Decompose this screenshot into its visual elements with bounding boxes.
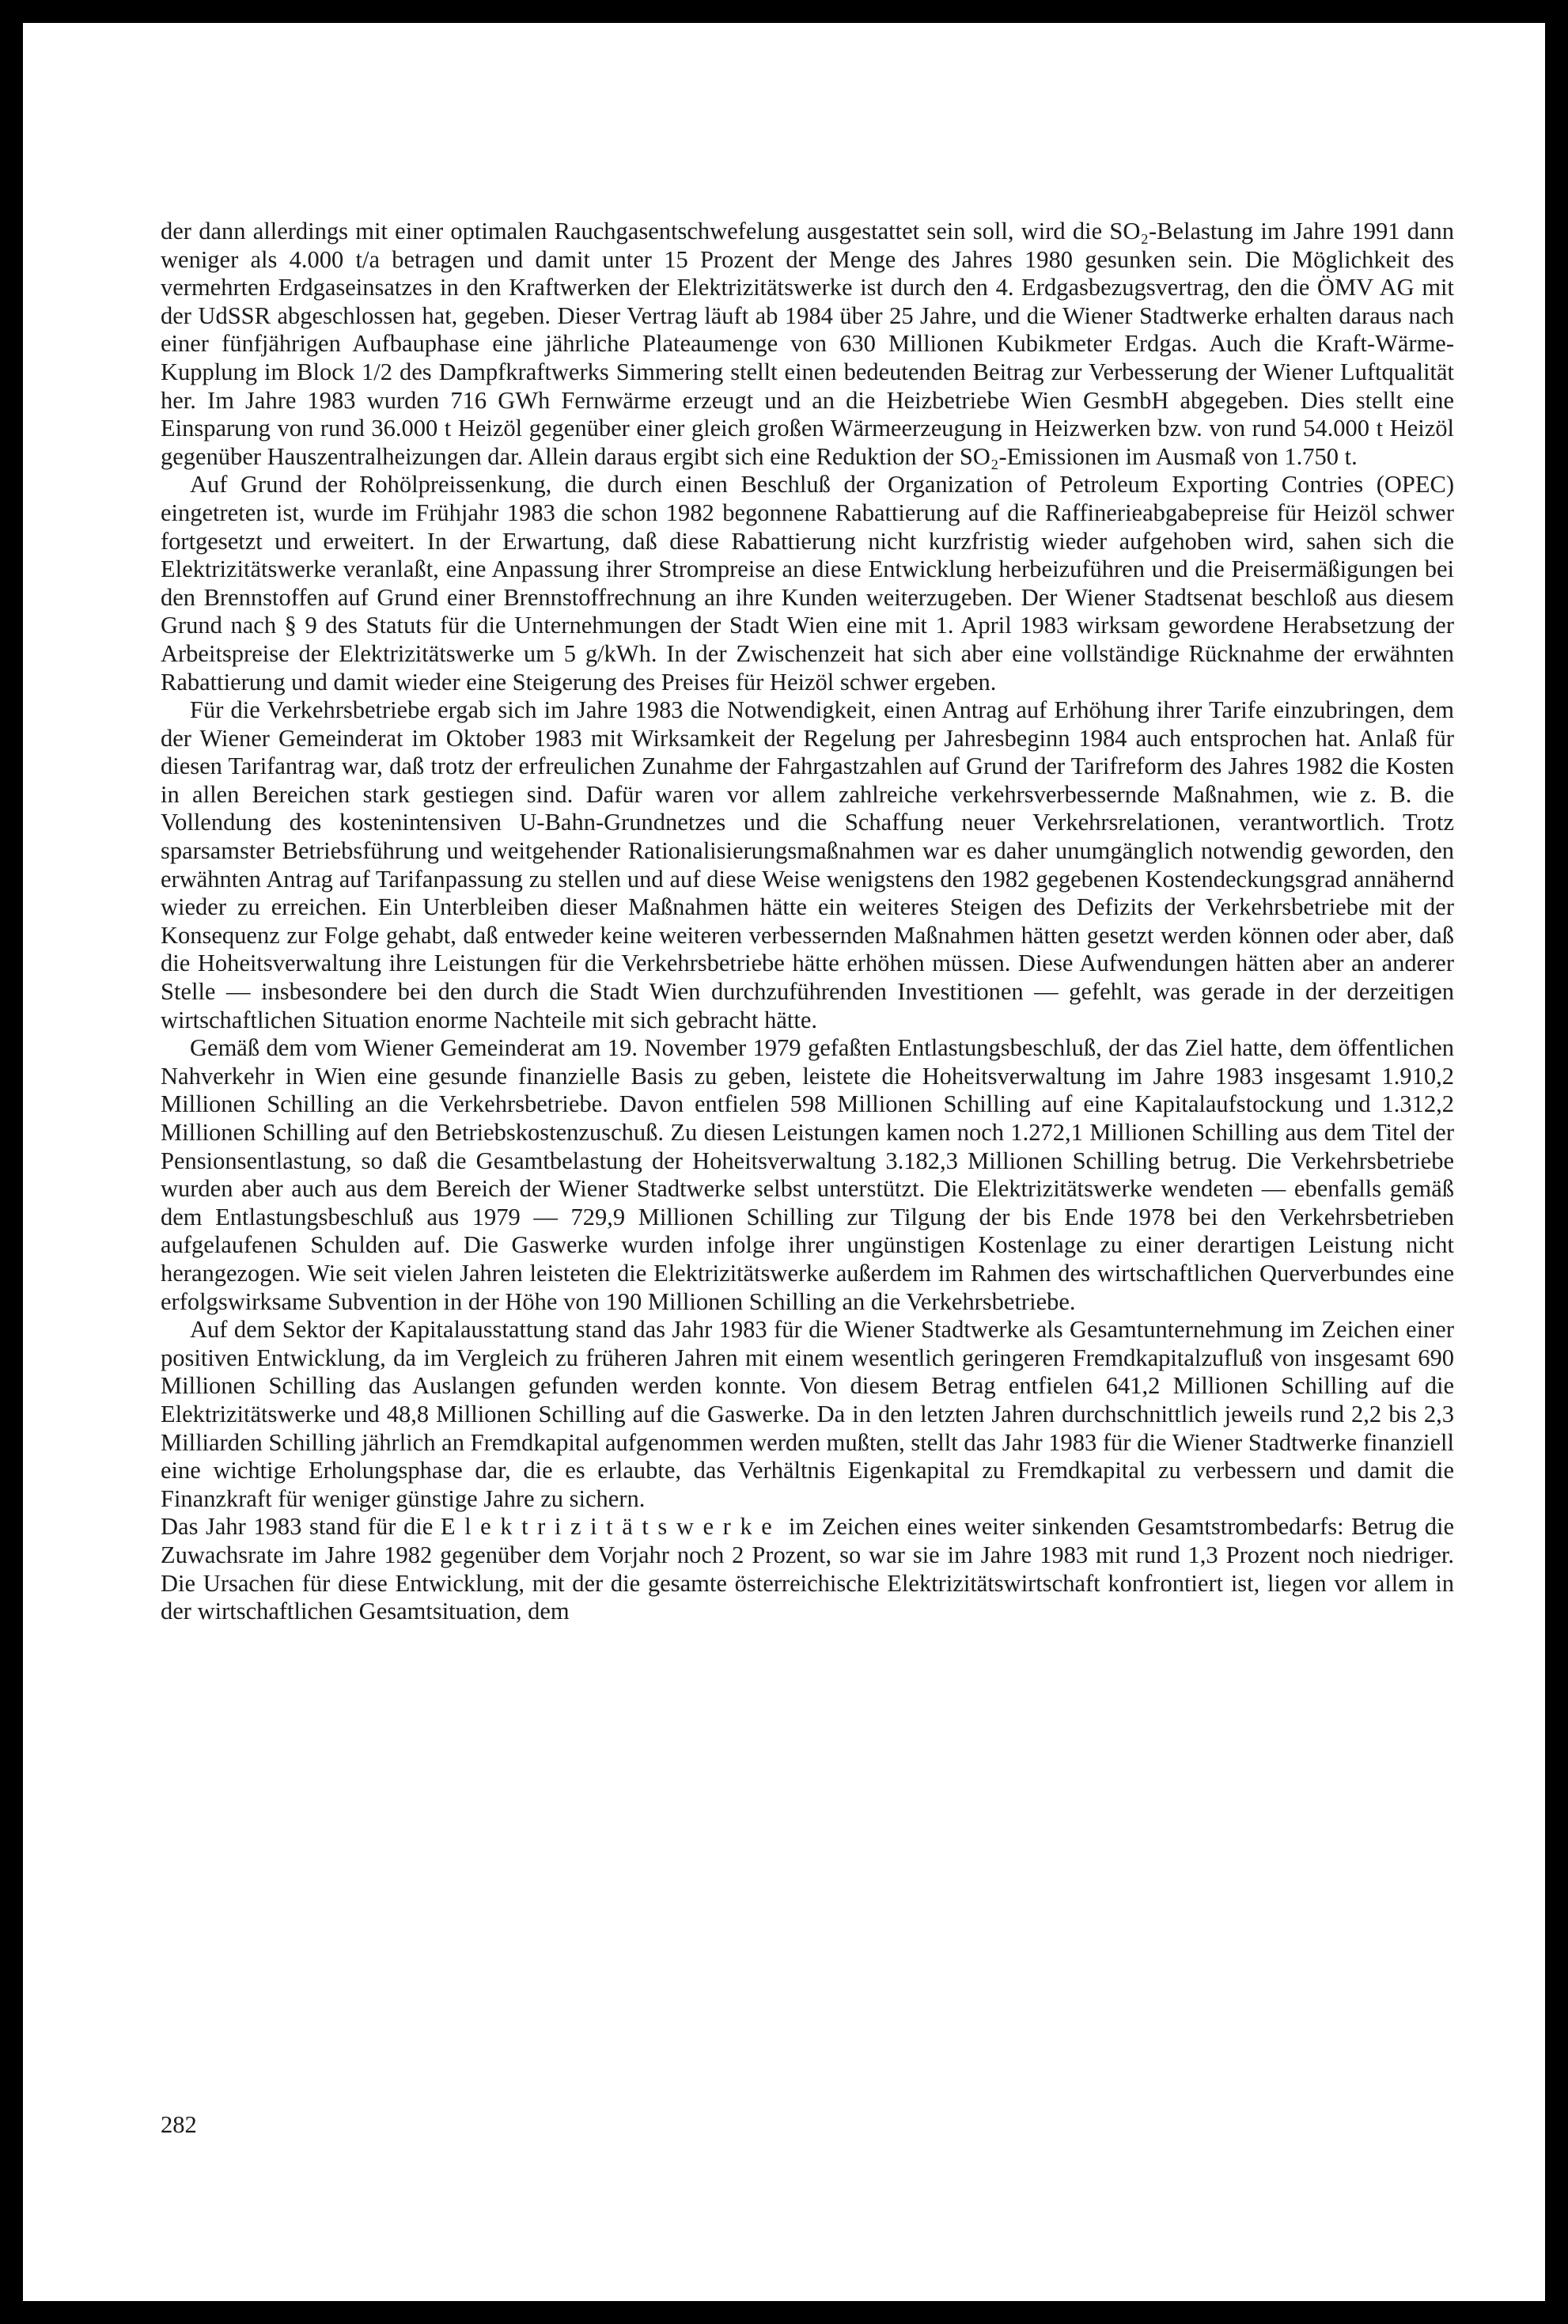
spaced-word-elektrizitaetswerke: Elektrizitätswerke (440, 1513, 782, 1541)
paragraph-6-start: Das Jahr 1983 stand für die (161, 1513, 441, 1541)
paragraph-2: Auf Grund der Rohölpreissenkung, die durch einen Beschluß der Organization of Petroleum Exporting Contries (OPEC) eingetreten ist, wurde im Frühjahr 1983 die schon 1982 begonnene Rabattierung auf die Raffinerieabgabepreise für Heizöl schwer fortgesetzt und erweitert. In der Erwartung, daß diese Rabattierung nicht kurzfristig wieder aufgehoben wird, sahen sich die Elektrizitätswerke veranlaßt, eine Anpassung ihrer Strompreise an diese Entwicklung herbeizuführen und die Preisermäßigungen bei den Brennstoffen auf Grund einer Brennstoffrechnung an ihre Kunden weiterzugeben. Der Wiener Stadtsenat beschloß aus diesem Grund nach § 9 des Statuts für die Unternehmungen der Stadt Wien eine mit 1. April 1983 wirksam gewordene Herabsetzung der Arbeitspreise der Elektrizitätswerke um 5 g/kWh. In der Zwischenzeit hat sich aber eine vollständige Rücknahme der erwähnten Rabattierung und damit wieder eine Steigerung des Preises für Heizöl schwer ergeben. (161, 471, 1454, 696)
paragraph-3: Für die Verkehrsbetriebe ergab sich im Jahre 1983 die Notwendigkeit, einen Antrag auf Erhöhung ihrer Tarife einzubringen, dem der Wiener Gemeinderat im Oktober 1983 mit Wirksamkeit der Regelung per Jahresbeginn 1984 auch entsprochen hat. Anlaß für diesen Tarifantrag war, daß trotz der erfreulichen Zunahme der Fahrgastzahlen auf Grund der Tarifreform des Jahres 1982 die Kosten in allen Bereichen stark gestiegen sind. Dafür waren vor allem zahlreiche verkehrsverbessernde Maßnahmen, wie z. B. die Vollendung des kostenintensiven U-Bahn-Grundnetzes und die Schaffung neuer Verkehrsrelationen, verantwortlich. Trotz sparsamster Betriebsführung und weitgehender Rationalisierungsmaßnahmen war es daher unumgänglich notwendig geworden, den erwähnten Antrag auf Tarifanpassung zu stellen und auf diese Weise wenigstens den 1982 gegebenen Kostendeckungsgrad annähernd wieder zu erreichen. Ein Unterbleiben dieser Maßnahmen hätte ein weiteres Steigen des Defizits der Verkehrsbetriebe mit der Konsequenz zur Folge gehabt, daß entweder keine weiteren verbessernden Maßnahmen hätten gesetzt werden können oder aber, daß die Hoheitsverwaltung ihre Leistungen für die Verkehrsbetriebe hätte erhöhen müssen. Diese Aufwendungen hätten aber an anderer Stelle — insbesondere bei den durch die Stadt Wien durchzuführenden Investitionen — gefehlt, was gerade in der derzeitigen wirtschaftlichen Situation enorme Nachteile mit sich gebracht hätte. (161, 696, 1454, 1033)
page-number: 282 (161, 2111, 197, 2138)
paragraph-5: Auf dem Sektor der Kapitalausstattung stand das Jahr 1983 für die Wiener Stadtwerke als Gesamtunternehmung im Zeichen einer positiven Entwicklung, da im Vergleich zu früheren Jahren mit einem wesentlich geringeren Fremdkapitalzufluß von insgesamt 690 Millionen Schilling das Auslangen gefunden werden konnte. Von diesem Betrag entfielen 641,2 Millionen Schilling auf die Elektrizitätswerke und 48,8 Millionen Schilling auf die Gaswerke. Da in den letzten Jahren durchschnittlich jeweils rund 2,2 bis 2,3 Milliarden Schilling jährlich an Fremdkapital aufgenommen werden mußten, stellt das Jahr 1983 für die Wiener Stadtwerke finanziell eine wichtige Erholungsphase dar, die es erlaubte, das Verhältnis Eigenkapital zu Fremdkapital zu verbessern und damit die Finanzkraft für weniger günstige Jahre zu sichern. (161, 1316, 1454, 1512)
body-text (161, 218, 1454, 1626)
paragraph-1: der dann allerdings mit einer optimalen Rauchgasentschwefelung ausgestattet sein soll, wird die SO₂-Belastung im Jahre 1991 dann weniger als 4.000 t/a betragen und damit unter 15 Prozent der Menge des Jahres 1980 gesunken sein. Die Möglichkeit des vermehrten Erdgaseinsatzes in den Kraftwerken der Elektrizitätswerke ist durch den 4. Erdgasbezugsvertrag, den die ÖMV AG mit der UdSSR abgeschlossen hat, gegeben. Dieser Vertrag läuft ab 1984 über 25 Jahre, und die Wiener Stadtwerke erhalten daraus nach einer fünfjährigen Aufbauphase eine jährliche Plateaumenge von 630 Millionen Kubikmeter Erdgas. Auch die Kraft-Wärme-Kupplung im Block 1/2 des Dampfkraftwerks Simmering stellt einen bedeutenden Beitrag zur Verbesserung der Wiener Luftqualität her. Im Jahre 1983 wurden 716 GWh Fernwärme erzeugt und an die Heizbetriebe Wien GesmbH abgegeben. Dies stellt eine Einsparung von rund 36.000 t Heizöl gegenüber einer gleich großen Wärmeerzeugung in Heizwerken bzw. von rund 54.000 t Heizöl gegenüber Hauszentralheizungen dar. Allein daraus ergibt sich eine Reduktion der SO₂-Emissionen im Ausmaß von 1.750 t. (161, 218, 1454, 470)
paragraph-6-end: im Zeichen eines weiter sinkenden Gesamtstrombedarfs: Betrug die Zuwachsrate im Jahre 1982 gegenüber dem Vorjahr noch 2 Prozent, so war sie im Jahre 1983 mit rund 1,3 Prozent noch niedriger. Die Ursachen für diese Entwicklung, mit der die gesamte österreichische Elektrizitätswirtschaft konfrontiert ist, liegen vor allem in der wirtschaftlichen Gesamtsituation, dem (161, 1513, 1454, 1625)
paragraph-4: Gemäß dem vom Wiener Gemeinderat am 19. November 1979 gefaßten Entlastungsbeschluß, der das Ziel hatte, dem öffentlichen Nahverkehr in Wien eine gesunde finanzielle Basis zu geben, leistete die Hoheitsverwaltung im Jahre 1983 insgesamt 1.910,2 Millionen Schilling an die Verkehrsbetriebe. Davon entfielen 598 Millionen Schilling auf eine Kapitalaufstockung und 1.312,2 Millionen Schilling auf den Betriebskostenzuschuß. Zu diesen Leistungen kamen noch 1.272,1 Millionen Schilling aus dem Titel der Pensionsentlastung, so daß die Gesamtbelastung der Hoheitsverwaltung 3.182,3 Millionen Schilling betrug. Die Verkehrsbetriebe wurden aber auch aus dem Bereich der Wiener Stadtwerke selbst unterstützt. Die Elektrizitätswerke wendeten — ebenfalls gemäß dem Entlastungsbeschluß aus 1979 — 729,9 Millionen Schilling zur Tilgung der bis Ende 1978 bei den Verkehrsbetrieben aufgelaufenen Schulden auf. Die Gaswerke wurden infolge ihrer ungünstigen Kostenlage zu einer derartigen Leistung nicht herangezogen. Wie seit vielen Jahren leisteten die Elektrizitätswerke außerdem im Rahmen des wirtschaftlichen Querverbundes eine erfolgswirksame Subvention in der Höhe von 190 Millionen Schilling an die Verkehrsbetriebe. (161, 1034, 1454, 1315)
document-page (23, 23, 1545, 2301)
paragraph-6 (161, 1513, 1454, 1625)
